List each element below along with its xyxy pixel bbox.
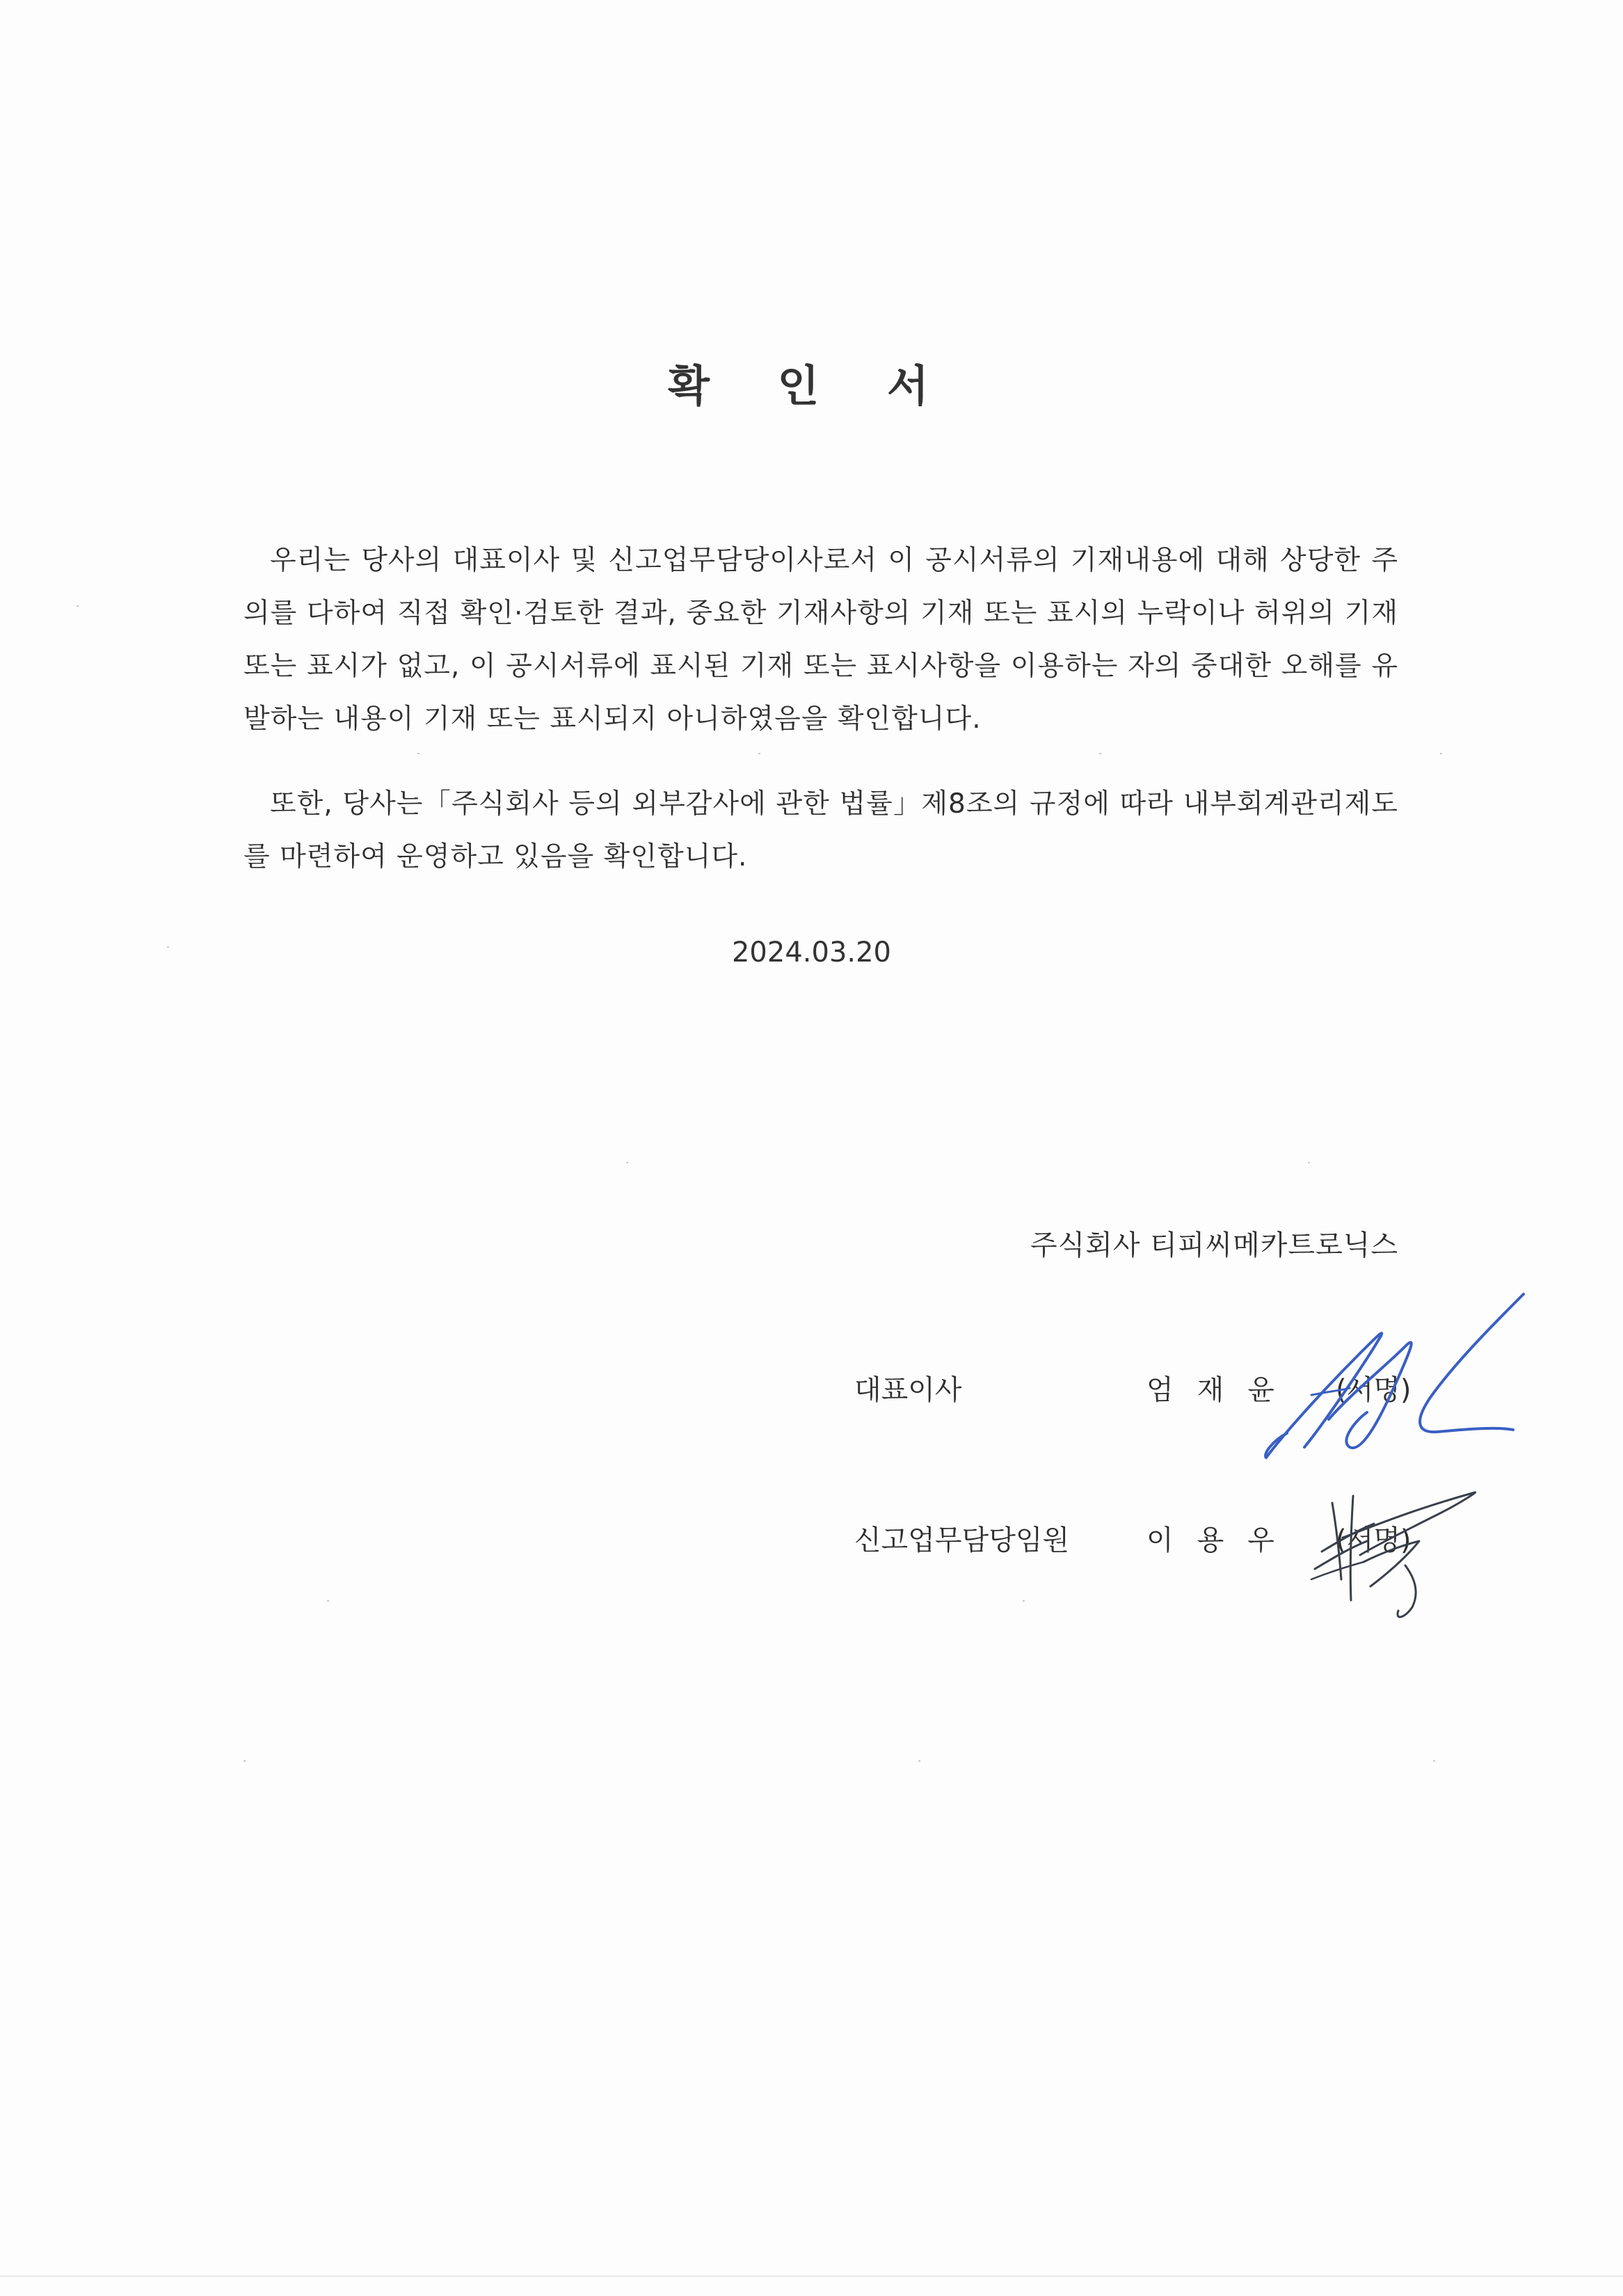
internal-control-paragraph [243,778,1398,884]
scan-speck [1023,1600,1025,1602]
ceo-role-label: 대표이사 [854,1374,962,1406]
scan-speck [327,1600,329,1602]
officer-signature-mark: (서명) [1336,1524,1412,1556]
officer-handwritten-signature [1301,1475,1496,1642]
scan-speck [1433,1760,1435,1762]
scan-speck [758,753,760,754]
internal-control-paragraph-text: 또한, 당사는「주식회사 등의 외부감사에 관한 법률」제8조의 규정에 따라 내부회계관리제도를 마련하여 운영하고 있음을 확인합니다. [243,788,1398,872]
sig2-stroke-5 [1398,1565,1416,1617]
scan-speck [167,946,169,948]
confirmation-paragraph [243,534,1398,746]
scan-speck [918,1760,920,1762]
scan-speck [243,1760,246,1762]
scan-speck [1308,1162,1310,1163]
sig1-stroke-4 [1420,1294,1524,1432]
scan-speck [1440,753,1442,754]
company-name: 주식회사 티피씨메카트로닉스 [1030,1229,1398,1261]
officer-role-label: 신고업무담당임원 [854,1524,1070,1556]
scan-speck [626,1162,628,1163]
scan-speck [77,605,79,607]
document-title: 확 인 서 [668,360,955,411]
ceo-name: 엄재윤 [1146,1374,1298,1406]
scan-speck [417,753,419,754]
ceo-signature-mark: (서명) [1336,1374,1412,1406]
sig1-stroke-3 [1265,1433,1287,1458]
confirmation-paragraph-text: 우리는 당사의 대표이사 및 신고업무담당이사로서 이 공시서류의 기재내용에 대해 상당한 주의를 다하여 직접 확인·검토한 결과, 중요한 기재사항의 기재 또는 표시의 누락이나 허위의 기재 또는 표시가 없고, 이 공시서류에 표시된 기재 또는 표시사항을 이용하는 자의 중대한 오해를 유발하는 내용이 기재 또는 표시되지 아니하였음을 확인합니다. [243,545,1398,735]
scan-speck [1099,753,1101,754]
sig2-stroke-6 [1311,1562,1364,1579]
officer-name: 이용우 [1146,1524,1298,1556]
scan-edge-line [0,2275,1623,2277]
document-date: 2024.03.20 [731,936,892,968]
